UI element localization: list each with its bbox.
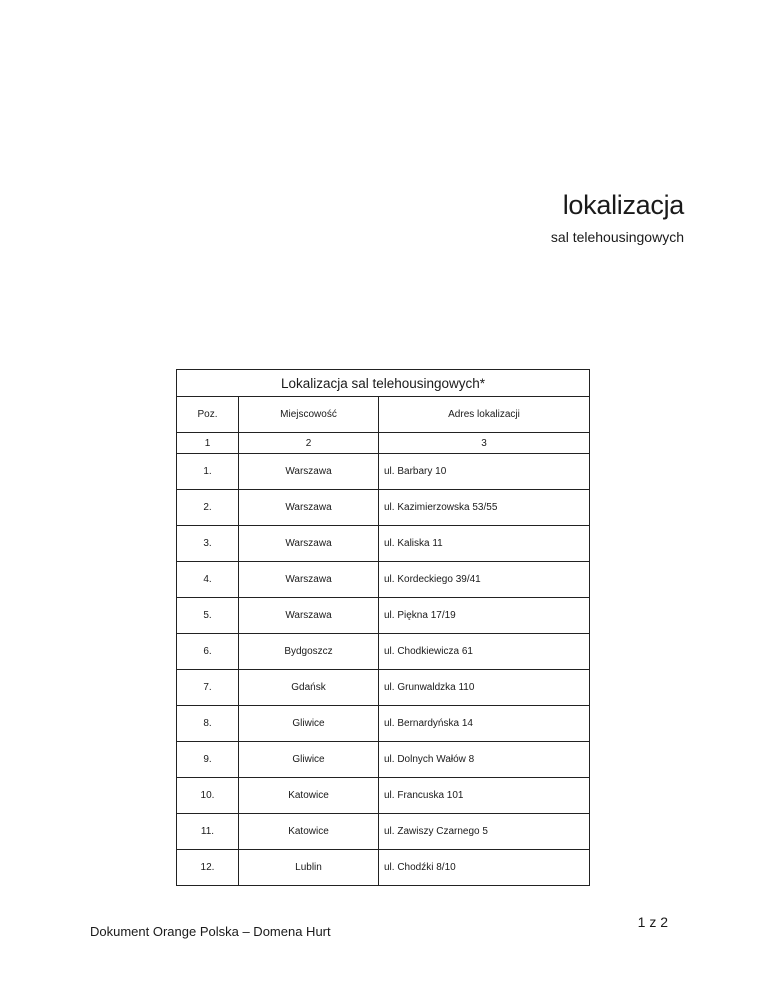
table-row [177,526,590,562]
row-poz: 4. [177,562,239,598]
footer-document-label: Dokument Orange Polska – Domena Hurt [90,924,331,939]
row-poz: 2. [177,490,239,526]
table-row [177,490,590,526]
row-address: ul. Francuska 101 [379,778,590,814]
header-address: Adres lokalizacji [379,397,590,433]
row-poz: 3. [177,526,239,562]
row-city: Katowice [239,814,379,850]
table-row [177,778,590,814]
row-city: Gliwice [239,706,379,742]
row-poz: 12. [177,850,239,886]
row-city: Warszawa [239,562,379,598]
row-city: Warszawa [239,454,379,490]
row-address: ul. Piękna 17/19 [379,598,590,634]
header-city: Miejscowość [239,397,379,433]
row-address: ul. Zawiszy Czarnego 5 [379,814,590,850]
row-address: ul. Kaliska 11 [379,526,590,562]
row-city: Warszawa [239,490,379,526]
row-address: ul. Chodkiewicza 61 [379,634,590,670]
page-number: 1 z 2 [637,914,668,930]
row-address: ul. Kazimierzowska 53/55 [379,490,590,526]
table-caption: Lokalizacja sal telehousingowych* [177,370,590,397]
table-row [177,454,590,490]
table-row [177,850,590,886]
table-row [177,742,590,778]
column-number-city: 2 [239,433,379,454]
row-address: ul. Dolnych Wałów 8 [379,742,590,778]
column-number-row [177,433,590,454]
locations-table [176,369,590,886]
row-poz: 6. [177,634,239,670]
table-row [177,562,590,598]
row-poz: 11. [177,814,239,850]
row-poz: 7. [177,670,239,706]
table-header-row [177,397,590,433]
table-row [177,670,590,706]
row-poz: 1. [177,454,239,490]
row-city: Gliwice [239,742,379,778]
column-number-address: 3 [379,433,590,454]
locations-table-container [176,369,590,883]
row-address: ul. Bernardyńska 14 [379,706,590,742]
row-city: Bydgoszcz [239,634,379,670]
row-address: ul. Kordeckiego 39/41 [379,562,590,598]
table-row [177,706,590,742]
row-city: Warszawa [239,598,379,634]
row-city: Warszawa [239,526,379,562]
row-poz: 8. [177,706,239,742]
row-poz: 9. [177,742,239,778]
document-title: lokalizacja [562,190,684,220]
table-row [177,814,590,850]
column-number-poz: 1 [177,433,239,454]
row-city: Katowice [239,778,379,814]
header-poz: Poz. [177,397,239,433]
row-poz: 10. [177,778,239,814]
row-city: Lublin [239,850,379,886]
document-subtitle: sal telehousingowych [550,229,684,245]
row-address: ul. Chodźki 8/10 [379,850,590,886]
row-city: Gdańsk [239,670,379,706]
table-row [177,598,590,634]
row-address: ul. Barbary 10 [379,454,590,490]
row-poz: 5. [177,598,239,634]
table-row [177,634,590,670]
row-address: ul. Grunwaldzka 110 [379,670,590,706]
